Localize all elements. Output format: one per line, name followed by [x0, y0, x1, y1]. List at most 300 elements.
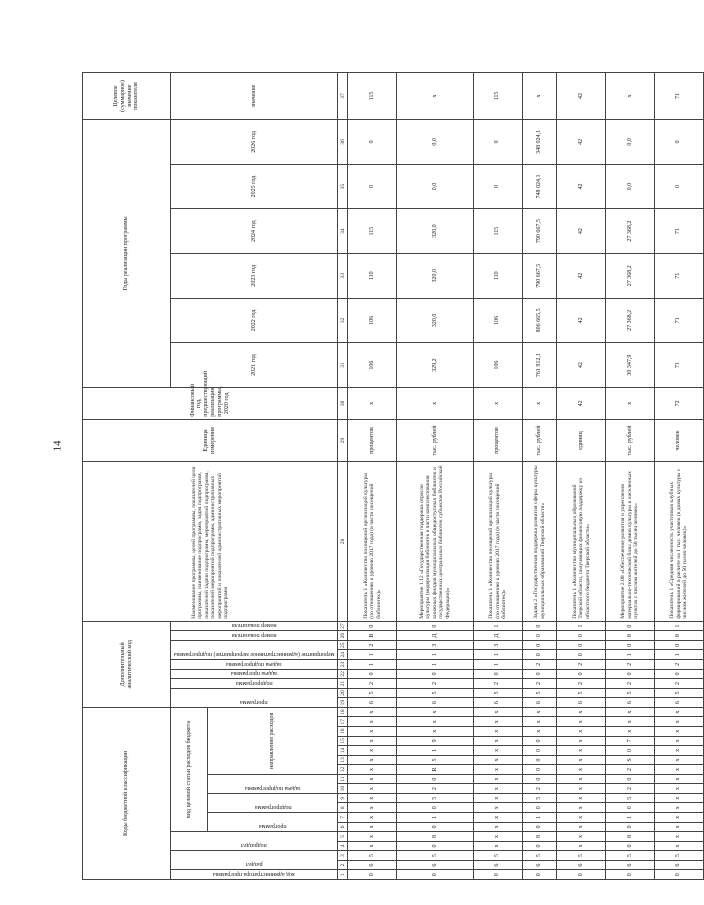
header-target-value: значение — [171, 73, 338, 120]
code-cell: 0 — [397, 822, 474, 832]
row-unit-cell: тыс. рублей — [397, 419, 474, 462]
header-years-group: Годы реализации программы — [83, 120, 171, 388]
code-cell: 1 — [557, 621, 606, 631]
code-cell: 0 — [474, 669, 523, 679]
code-cell: 0 — [522, 755, 557, 765]
code-cell: 5 — [348, 688, 397, 698]
column-index-cell: 27 — [338, 621, 348, 631]
code-cell: 1 — [606, 650, 655, 660]
row-year-value-cell: 806 665,5 — [522, 298, 557, 343]
table-row — [557, 73, 606, 880]
row-year-value-cell: 0 — [654, 164, 703, 209]
code-cell: В — [348, 631, 397, 641]
code-cell: x — [474, 765, 523, 775]
code-cell: 1 — [474, 621, 523, 631]
code-cell: x — [397, 727, 474, 737]
header-target: Целевое (суммарное) значение показателя — [83, 73, 171, 120]
code-cell: 2 — [474, 679, 523, 689]
code-cell: x — [654, 707, 703, 717]
code-cell: x — [348, 803, 397, 813]
header-event-code: мероприятие (административное мероприятие) подпрограммы — [171, 640, 338, 659]
column-index-cell: 23 — [338, 660, 348, 670]
code-cell: x — [348, 765, 397, 775]
code-cell: 5 — [474, 851, 523, 861]
row-fin-year-cell: x — [397, 387, 474, 419]
code-cell: 1 — [348, 650, 397, 660]
code-cell: x — [474, 707, 523, 717]
row-year-value-cell: 27 368,2 — [606, 253, 655, 298]
row-target-cell: x — [606, 73, 655, 120]
code-cell: 2 — [522, 679, 557, 689]
row-target-cell: 42 — [557, 73, 606, 120]
table-row — [606, 73, 655, 880]
header-indicator-num: номер показателя — [171, 621, 338, 631]
code-cell: x — [606, 707, 655, 717]
code-cell: 1 — [606, 813, 655, 823]
header-name: Наименование программы, целей программы, показателей цели программы, наименование подпрограмм, задач подпрограмм, показателей задачи подпрограмм, мероприятий подпрограмм, показателей мероприятий подпрограмм, административных мероприятий и показателей административных мероприятий подпрограмм — [83, 462, 338, 621]
column-index-cell: 15 — [338, 736, 348, 746]
code-cell: x — [654, 727, 703, 737]
code-cell: x — [348, 707, 397, 717]
column-index-cell: 4 — [338, 841, 348, 851]
row-year-value-cell: 0 — [474, 164, 523, 209]
column-index-cell: 14 — [338, 746, 348, 756]
code-cell: x — [348, 746, 397, 756]
code-cell: 2 — [557, 679, 606, 689]
column-index-cell: 5 — [338, 832, 348, 842]
code-cell: x — [654, 784, 703, 794]
column-index-cell: 7 — [338, 813, 348, 823]
row-year-value-cell: 71 — [654, 343, 703, 388]
code-cell: 6 — [557, 860, 606, 870]
header-y2026: 2026 год — [171, 120, 338, 165]
code-cell: x — [557, 841, 606, 851]
code-cell: 0 — [606, 746, 655, 756]
header-y2021: 2021 год — [171, 343, 338, 388]
code-cell: 0 — [522, 669, 557, 679]
code-cell: x — [557, 707, 606, 717]
column-index-cell: 11 — [338, 774, 348, 784]
code-cell: x — [654, 813, 703, 823]
row-target-cell: 71 — [654, 73, 703, 120]
code-cell: x — [654, 765, 703, 775]
column-index-cell: 13 — [338, 755, 348, 765]
code-cell: x — [397, 717, 474, 727]
code-cell: 8 — [397, 832, 474, 842]
code-cell: 3 — [474, 640, 523, 650]
column-index-cell: 28 — [338, 462, 348, 621]
code-cell: 0 — [522, 631, 557, 641]
code-cell: x — [348, 736, 397, 746]
code-cell: x — [348, 784, 397, 794]
header-admin-code: код администратора программы — [171, 870, 338, 880]
code-cell: x — [474, 717, 523, 727]
code-cell: 2 — [397, 679, 474, 689]
code-cell: 2 — [557, 660, 606, 670]
code-cell: x — [474, 793, 523, 803]
code-cell: x — [654, 841, 703, 851]
code-cell: x — [348, 774, 397, 784]
header-program: программа — [208, 813, 338, 832]
row-year-value-cell: 320,0 — [397, 253, 474, 298]
row-year-value-cell: 790 667,5 — [522, 209, 557, 254]
row-fin-year-cell: 72 — [654, 387, 703, 419]
code-cell: x — [654, 803, 703, 813]
code-cell: 0 — [606, 774, 655, 784]
code-cell: 0 — [522, 736, 557, 746]
column-index-cell: 10 — [338, 784, 348, 794]
header-fin-year: Финансовый год, предшествующий реализации программы, 2020 год — [83, 387, 338, 419]
code-cell: 0 — [654, 669, 703, 679]
code-cell: 5 — [397, 851, 474, 861]
code-cell: x — [557, 717, 606, 727]
code-cell: 2 — [606, 660, 655, 670]
header-task-prog: задача программы — [171, 669, 338, 679]
row-name-cell: Показатель 1 «Количество посещений организаций культуры (по отношению к уровню 2017 года) (в части посещений библиотек)» — [348, 462, 397, 621]
code-cell: 0 — [397, 774, 474, 784]
rotated-table-frame — [82, 72, 689, 880]
code-cell: x — [522, 717, 557, 727]
code-cell: 0 — [522, 822, 557, 832]
code-cell: x — [474, 822, 523, 832]
code-cell: 2 — [522, 784, 557, 794]
code-cell: x — [474, 841, 523, 851]
code-cell: 8 — [654, 631, 703, 641]
code-cell: 2 — [522, 660, 557, 670]
code-cell: 0 — [606, 841, 655, 851]
code-cell: x — [557, 736, 606, 746]
code-cell: 2 — [654, 660, 703, 670]
column-index-cell: 25 — [338, 640, 348, 650]
column-index-cell: 32 — [338, 298, 348, 343]
header-y2025: 2025 год — [171, 164, 338, 209]
row-target-cell: x — [522, 73, 557, 120]
column-index-cell: 24 — [338, 650, 348, 660]
row-year-value-cell: 106 — [348, 343, 397, 388]
column-index-cell: 17 — [338, 717, 348, 727]
code-cell: x — [348, 793, 397, 803]
code-cell: 0 — [606, 669, 655, 679]
code-cell: 2 — [348, 640, 397, 650]
code-cell: R — [397, 765, 474, 775]
code-cell: x — [557, 746, 606, 756]
row-year-value-cell: 27 368,2 — [606, 298, 655, 343]
code-cell: x — [522, 707, 557, 717]
code-cell: x — [348, 717, 397, 727]
code-cell: 0 — [606, 621, 655, 631]
code-cell: 5 — [397, 755, 474, 765]
header-subprog: подпрограмма — [171, 679, 338, 689]
table-row — [474, 73, 523, 880]
code-cell: x — [397, 707, 474, 717]
code-cell: x — [557, 774, 606, 784]
code-cell: 1 — [654, 650, 703, 660]
code-cell: 6 — [397, 860, 474, 870]
code-cell: 6 — [474, 698, 523, 708]
code-cell: 0 — [557, 631, 606, 641]
code-cell: 0 — [522, 774, 557, 784]
row-unit-cell: тыс. рублей — [522, 419, 557, 462]
code-cell: 1 — [522, 813, 557, 823]
header-prog: программа — [171, 688, 338, 707]
row-year-value-cell: 0,0 — [606, 164, 655, 209]
code-cell: 0 — [522, 841, 557, 851]
table-row — [654, 73, 703, 880]
code-cell: 5 — [522, 688, 557, 698]
row-name-cell: Показатель 1 «Количество посещений организаций культуры (по отношению к уровню 2017 года) (в части посещений библиотек)» — [474, 462, 523, 621]
column-index-cell: 18 — [338, 707, 348, 717]
column-index-cell: 16 — [338, 727, 348, 737]
code-cell: x — [348, 832, 397, 842]
code-cell: 5 — [522, 793, 557, 803]
row-year-value-cell: 27 368,2 — [606, 209, 655, 254]
code-cell: 6 — [348, 698, 397, 708]
code-cell: 5 — [474, 688, 523, 698]
code-cell: 1 — [397, 746, 474, 756]
code-cell: 2 — [348, 679, 397, 689]
column-index-cell: 20 — [338, 688, 348, 698]
code-cell: x — [474, 784, 523, 794]
code-cell: 1 — [397, 650, 474, 660]
column-index-cell: 1 — [338, 870, 348, 880]
code-cell: 0 — [397, 669, 474, 679]
row-year-value-cell: 320,0 — [397, 209, 474, 254]
code-cell: x — [474, 755, 523, 765]
code-cell: 7 — [606, 736, 655, 746]
column-index-cell: 19 — [338, 698, 348, 708]
row-year-value-cell: 320,0 — [397, 298, 474, 343]
code-cell: 0 — [654, 640, 703, 650]
row-year-value-cell: 42 — [557, 164, 606, 209]
row-year-value-cell: 0,0 — [397, 164, 474, 209]
row-year-value-cell: 0 — [474, 120, 523, 165]
column-index-cell: 21 — [338, 679, 348, 689]
header-subprogram: подпрограмма — [208, 793, 338, 812]
row-unit-cell: процентов — [474, 419, 523, 462]
row-unit-cell: тыс. рублей — [606, 419, 655, 462]
row-name-cell: Показатель 1 «Средняя численность участников клубных формирований в расчете на 1 тыс. человек (в домах культуры с числом жителей до 50 тысяч человек)» — [654, 462, 703, 621]
row-year-value-cell: 71 — [654, 253, 703, 298]
code-cell: 8 — [606, 631, 655, 641]
code-cell: x — [654, 755, 703, 765]
code-cell: Д — [474, 631, 523, 641]
header-indicator-type: номер показателя — [171, 631, 338, 641]
row-year-value-cell: 110 — [348, 253, 397, 298]
code-cell: 0 — [348, 870, 397, 880]
code-cell: x — [557, 832, 606, 842]
row-target-cell: x — [397, 73, 474, 120]
code-cell: x — [348, 813, 397, 823]
row-year-value-cell: 42 — [557, 209, 606, 254]
code-cell: 0 — [348, 669, 397, 679]
code-cell: 0 — [606, 822, 655, 832]
code-cell: x — [522, 727, 557, 737]
code-cell: x — [654, 793, 703, 803]
header-budget-class: Коды бюджетной классификации — [83, 707, 171, 879]
row-year-value-cell: 42 — [557, 253, 606, 298]
code-cell: 2 — [654, 679, 703, 689]
code-cell: x — [474, 774, 523, 784]
code-cell: 1 — [397, 660, 474, 670]
row-year-value-cell: 0,0 — [606, 120, 655, 165]
code-cell: 1 — [397, 813, 474, 823]
column-index-row — [338, 73, 348, 880]
code-cell: 1 — [474, 650, 523, 660]
code-cell: x — [557, 803, 606, 813]
code-cell: 0 — [397, 621, 474, 631]
code-cell: 0 — [348, 621, 397, 631]
code-cell: 0 — [606, 803, 655, 813]
code-cell: 6 — [606, 698, 655, 708]
code-cell: 0 — [557, 640, 606, 650]
code-cell: 6 — [474, 860, 523, 870]
code-cell: 5 — [606, 688, 655, 698]
code-cell: x — [557, 793, 606, 803]
table-row — [522, 73, 557, 880]
row-year-value-cell: 42 — [557, 343, 606, 388]
code-cell: x — [557, 822, 606, 832]
code-cell: x — [557, 755, 606, 765]
column-index-cell: 9 — [338, 793, 348, 803]
code-cell: 0 — [606, 870, 655, 880]
header-y2022: 2022 год — [171, 298, 338, 343]
code-cell: 1 — [474, 660, 523, 670]
code-cell: 6 — [522, 860, 557, 870]
row-year-value-cell: 0 — [348, 120, 397, 165]
code-cell: 0 — [522, 803, 557, 813]
column-index-cell: 3 — [338, 851, 348, 861]
column-index-cell: 12 — [338, 765, 348, 775]
column-index-cell: 37 — [338, 73, 348, 120]
code-cell: 2 — [397, 784, 474, 794]
row-unit-cell: человек — [654, 419, 703, 462]
column-index-cell: 35 — [338, 164, 348, 209]
row-year-value-cell: 115 — [474, 209, 523, 254]
code-cell: 6 — [557, 698, 606, 708]
code-cell: S — [606, 755, 655, 765]
code-cell: x — [474, 727, 523, 737]
page-number: 14 — [51, 440, 64, 452]
row-year-value-cell: 71 — [654, 209, 703, 254]
code-cell: 2 — [606, 679, 655, 689]
code-cell: 0 — [557, 650, 606, 660]
column-index-cell: 8 — [338, 803, 348, 813]
row-year-value-cell: 42 — [557, 120, 606, 165]
header-expense-direction: направление расходов — [208, 707, 338, 774]
header-expense-dir: задача подпрограммы — [208, 774, 338, 793]
code-cell: 0 — [606, 640, 655, 650]
row-name-cell: Показатель 1 «Количество муниципальных образований Тверской области, получающих финансовую поддержку из областного бюджета Тверской области» — [557, 462, 606, 621]
table-container — [82, 72, 689, 880]
code-cell: x — [557, 727, 606, 737]
row-year-value-cell: 106 — [474, 298, 523, 343]
code-cell: x — [474, 832, 523, 842]
header-y2024: 2024 год — [171, 209, 338, 254]
row-year-value-cell: 0,0 — [397, 120, 474, 165]
code-cell: x — [474, 813, 523, 823]
code-cell: 0 — [522, 621, 557, 631]
column-index-cell: 33 — [338, 253, 348, 298]
code-cell: 0 — [522, 765, 557, 775]
code-cell: x — [654, 746, 703, 756]
code-cell: 8 — [606, 832, 655, 842]
code-cell: 0 — [522, 650, 557, 660]
row-name-cell: Мероприятие 1.12 «Государственная поддержка отрасли культуры (модернизация библиотек в части комплектования книжных фондов муниципальных общедоступных библиотек и государственных центральных библиотек субъектов Российской Федерации)» — [397, 462, 474, 621]
code-cell: 5 — [557, 851, 606, 861]
code-cell: 1 — [348, 660, 397, 670]
code-cell: x — [557, 765, 606, 775]
header-y2023: 2023 год — [171, 253, 338, 298]
code-cell: 0 — [522, 870, 557, 880]
row-fin-year-cell: x — [606, 387, 655, 419]
code-cell: x — [654, 736, 703, 746]
code-cell: 6 — [397, 698, 474, 708]
row-fin-year-cell: x — [522, 387, 557, 419]
row-name-cell: Мероприятие 2.08 «Обеспечение развития и укрепления материально-технической базы домов культуры в населенных пунктах с числом жителей до 50 тысяч человек» — [606, 462, 655, 621]
row-year-value-cell: 790 667,5 — [522, 253, 557, 298]
code-cell: 5 — [557, 688, 606, 698]
column-index-cell: 30 — [338, 387, 348, 419]
code-cell: x — [606, 717, 655, 727]
code-cell: x — [474, 803, 523, 813]
code-cell: 5 — [606, 793, 655, 803]
column-index-cell: 6 — [338, 822, 348, 832]
row-fin-year-cell: x — [474, 387, 523, 419]
code-cell: 9 — [397, 736, 474, 746]
code-cell: 0 — [397, 803, 474, 813]
header-addl-class: Дополнительный аналитический код — [83, 621, 171, 707]
header-subsection: подраздел — [171, 832, 338, 851]
code-cell: 6 — [348, 860, 397, 870]
code-cell: 5 — [397, 793, 474, 803]
column-index-cell: 31 — [338, 343, 348, 388]
code-cell: Д — [397, 631, 474, 641]
header-goal-prog: задача подпрограммы — [171, 660, 338, 670]
code-cell: 6 — [606, 860, 655, 870]
row-unit-cell: процентов — [348, 419, 397, 462]
code-cell: x — [348, 841, 397, 851]
code-cell: 6 — [522, 698, 557, 708]
row-year-value-cell: 348 024,1 — [522, 120, 557, 165]
code-cell: 5 — [348, 851, 397, 861]
code-cell: 0 — [557, 870, 606, 880]
row-year-value-cell: 30 347,9 — [606, 343, 655, 388]
column-index-cell: 29 — [338, 419, 348, 462]
code-cell: 5 — [654, 851, 703, 861]
code-cell: x — [654, 717, 703, 727]
column-index-cell: 36 — [338, 120, 348, 165]
column-index-cell: 22 — [338, 669, 348, 679]
column-index-cell: 26 — [338, 631, 348, 641]
code-cell: 5 — [397, 688, 474, 698]
row-year-value-cell: 106 — [348, 298, 397, 343]
code-cell: 6 — [654, 860, 703, 870]
code-cell: 5 — [522, 851, 557, 861]
code-cell: 0 — [397, 870, 474, 880]
row-year-value-cell: 0 — [348, 164, 397, 209]
code-cell: 8 — [522, 832, 557, 842]
row-year-value-cell: 0 — [654, 120, 703, 165]
code-cell: 0 — [557, 669, 606, 679]
row-name-cell: Задача 2 «Государственная поддержка развития сферы культуры муниципальных образований Тверской области» — [522, 462, 557, 621]
row-year-value-cell: 42 — [557, 298, 606, 343]
header-unit: Единица измерения — [83, 419, 338, 462]
row-unit-cell: единиц — [557, 419, 606, 462]
code-cell: 3 — [397, 640, 474, 650]
row-fin-year-cell: 42 — [557, 387, 606, 419]
code-cell: 6 — [654, 698, 703, 708]
table-row — [397, 73, 474, 880]
